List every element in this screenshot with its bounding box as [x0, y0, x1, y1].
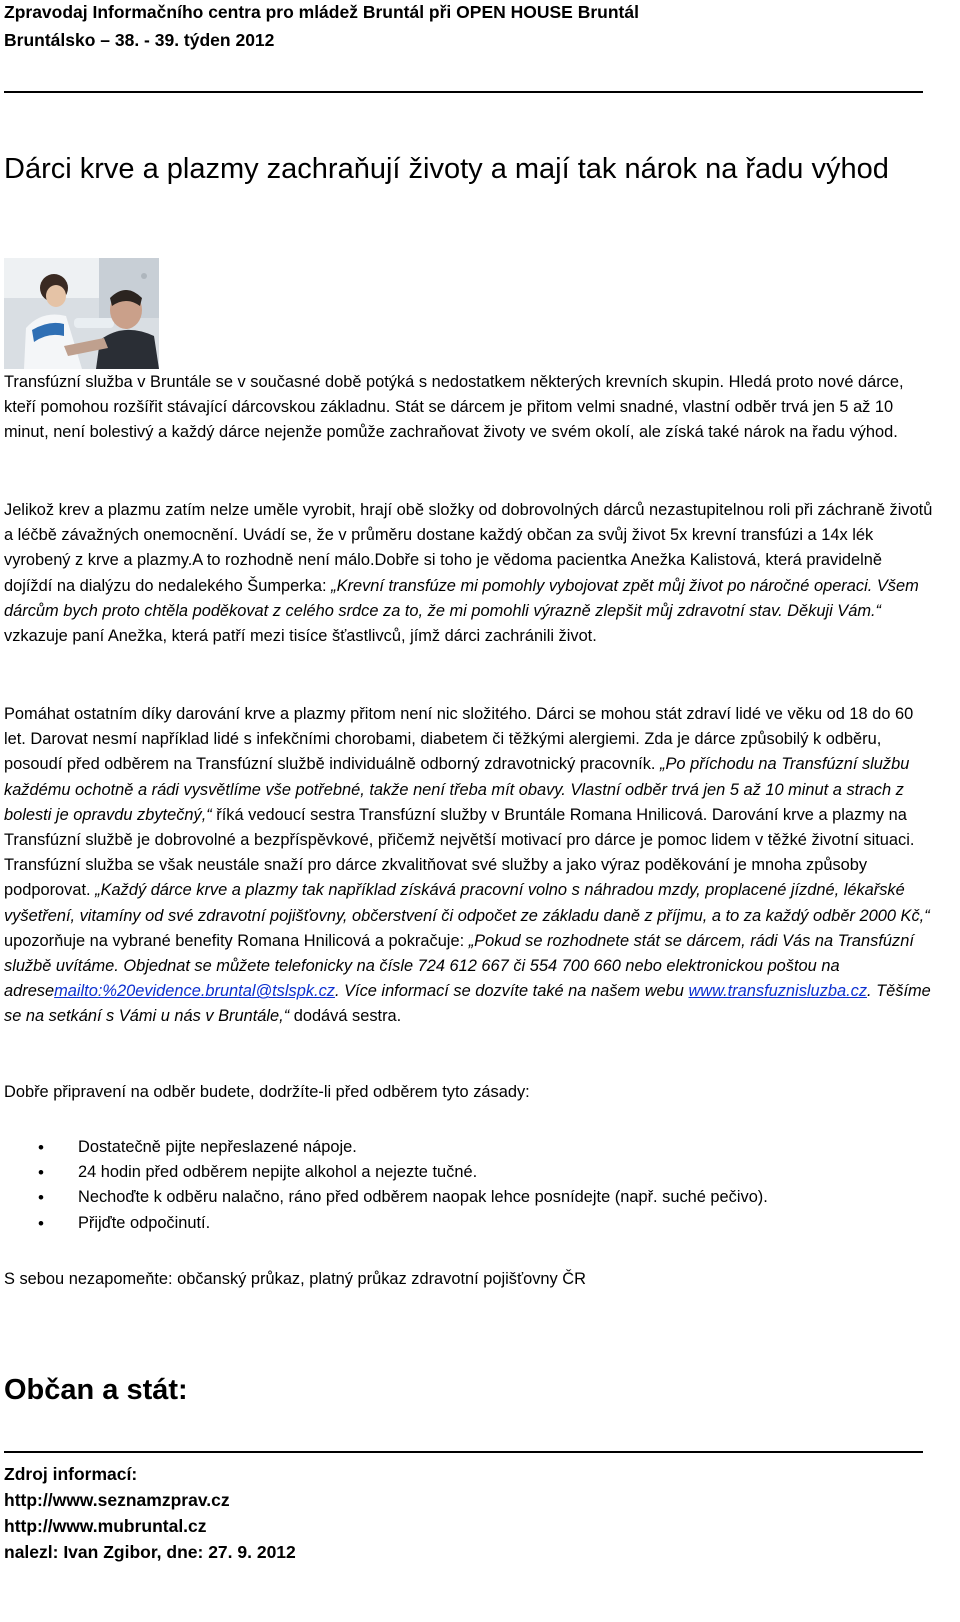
- article-title: Dárci krve a plazmy zachraňují životy a mají tak nárok na řadu výhod: [4, 153, 889, 185]
- nurse-quote-1: „Po příchodu na Transfúzní službu každému ochotně a rádi vysvětlíme vše potřebné, takže není třeba mít obavy. Vlastní odběr trvá jen 5 až 10 minut a strach z bolesti je opravdu zbytečný,“: [4, 755, 910, 824]
- section-title: Občan a stát:: [4, 1374, 188, 1406]
- p3-text-b: říká vedoucí sestra Transfúzní služby v Bruntále Romana Hnilicová. Darování krve a plazmy na Transfúzní službě je dobrovolné a bezpříspěvkové, přičemž největší motivací pro dárce je pomoc lidem v těžké životní situaci. Transfúzní služba se však neustále snaží pro dárce zkvalitňovat své služby a jako výraz poděkování je mnoha způsoby podporovat.: [4, 805, 915, 900]
- patient-quote: „Krevní transfúze mi pomohly vybojovat zpět můj život po náročné operaci. Všem dárcům bych proto chtěla poděkovat z celého srdce za to, že mi pomohli výrazně zlepšit můj zdravotní stav. Děkuji Vám.“: [4, 576, 919, 620]
- donor-rules-list: [0, 1135, 930, 1236]
- source-url-2: http://www.mubruntal.cz: [4, 1516, 207, 1536]
- article-paragraph-3: [4, 702, 934, 1030]
- nurse-quote-5: . Těšíme se na setkání s Vámi u nás v Bruntále,“: [4, 982, 931, 1026]
- website-link[interactable]: www.transfuznisluzba.cz: [688, 982, 868, 1001]
- source-label: Zdroj informací:: [4, 1464, 138, 1484]
- nurse-quote-2: „Každý dárce krve a plazmy tak například získává pracovní volno s náhradou mzdy, proplacené jízdné, lékařské vyšetření, vitamíny od své zdravotní pojišťovny, občerstvení či odpočet ze základu daně z příjmu, a to za každý odběr 2000 Kč,“: [4, 881, 930, 925]
- list-item: • Nechoďte k odběru nalačno, ráno před odběrem naopak lehce posnídejte (např. suché pečivo).: [0, 1185, 930, 1210]
- rules-intro: Dobře připravení na odběr budete, dodržíte-li před odběrem tyto zásady:: [4, 1083, 530, 1101]
- article-paragraph-2: [4, 498, 934, 649]
- article-photo: [4, 258, 159, 369]
- documents-reminder: S sebou nezapomeňte: občanský průkaz, platný průkaz zdravotní pojišťovny ČR: [4, 1270, 586, 1288]
- email-link[interactable]: mailto:%20evidence.bruntal@tslspk.cz: [54, 982, 335, 1001]
- blood-donation-photo-image: [4, 258, 159, 369]
- p3-text-c: upozorňuje na vybrané benefity Romana Hnilicová a pokračuje:: [4, 931, 469, 950]
- list-item: • Přijďte odpočinutí.: [0, 1211, 930, 1236]
- list-item: • 24 hodin před odběrem nepijte alkohol a nejezte tučné.: [0, 1160, 930, 1185]
- article-lead-paragraph: Transfúzní služba v Bruntále se v současné době potýká s nedostatkem některých krevních skupin. Hledá proto nové dárce, kteří pomohou rozšířit stávající dárcovskou základnu. Stát se dárcem je přitom velmi snadné, vlastní odběr trvá jen 5 až 10 minut, není bolestivý a každý dárce nejenže pomůže zachraňovat životy ve svém okolí, ale získá také nárok na řadu výhod.: [4, 373, 904, 442]
- p3-text-d: dodává sestra.: [289, 1007, 402, 1026]
- list-item: • Dostatečně pijte nepřeslazené nápoje.: [0, 1135, 930, 1160]
- nurse-quote-4: . Více informací se dozvíte také na našem webu: [334, 982, 689, 1001]
- p2-text-b: vzkazuje paní Anežka, která patří mezi tisíce šťastlivců, jímž dárci zachránili život.: [4, 627, 597, 646]
- source-url-1: http://www.seznamzprav.cz: [4, 1490, 230, 1510]
- newsletter-issue: Bruntálsko – 38. - 39. týden 2012: [4, 30, 275, 50]
- footer-divider: [4, 1451, 923, 1453]
- p3-text-a: Pomáhat ostatním díky darování krve a plazmy přitom není nic složitého. Dárci se mohou stát zdraví lidé ve věku od 18 do 60 let. Darovat nesmí například lidé s infekčními chorobami, diabetem či těžkými alergiemi. Zda je dárce způsobilý k odběru, posoudí před odběrem na Transfúzní službě individuálně odborný zdravotnický pracovník.: [4, 705, 914, 774]
- header-divider: [4, 91, 923, 93]
- newsletter-title: Zpravodaj Informačního centra pro mládež Bruntál při OPEN HOUSE Bruntál: [4, 2, 639, 22]
- p2-text-a: Jelikož krev a plazmu zatím nelze uměle vyrobit, hrají obě složky od dobrovolných dárců nezastupitelnou roli při záchraně životů a léčbě závažných onemocnění. Uvádí se, že v průměru dostane každý občan za svůj život 5x krevní transfúzi a 14x lék vyrobený z krve a plazmy.A to rozhodně není málo.Dobře si toho je vědoma pacientka Anežka Kalistová, která pravidelně dojíždí na dialýzu do nedalekého Šumperka:: [4, 501, 933, 595]
- found-by-line: nalezl: Ivan Zgibor, dne: 27. 9. 2012: [4, 1542, 296, 1562]
- nurse-quote-3: „Pokud se rozhodnete stát se dárcem, rádi Vás na Transfúzní službě uvítáme. Objednat se můžete telefonicky na čísle 724 612 667 či 554 700 660 nebo elektronickou poštou na adrese: [4, 931, 914, 1001]
